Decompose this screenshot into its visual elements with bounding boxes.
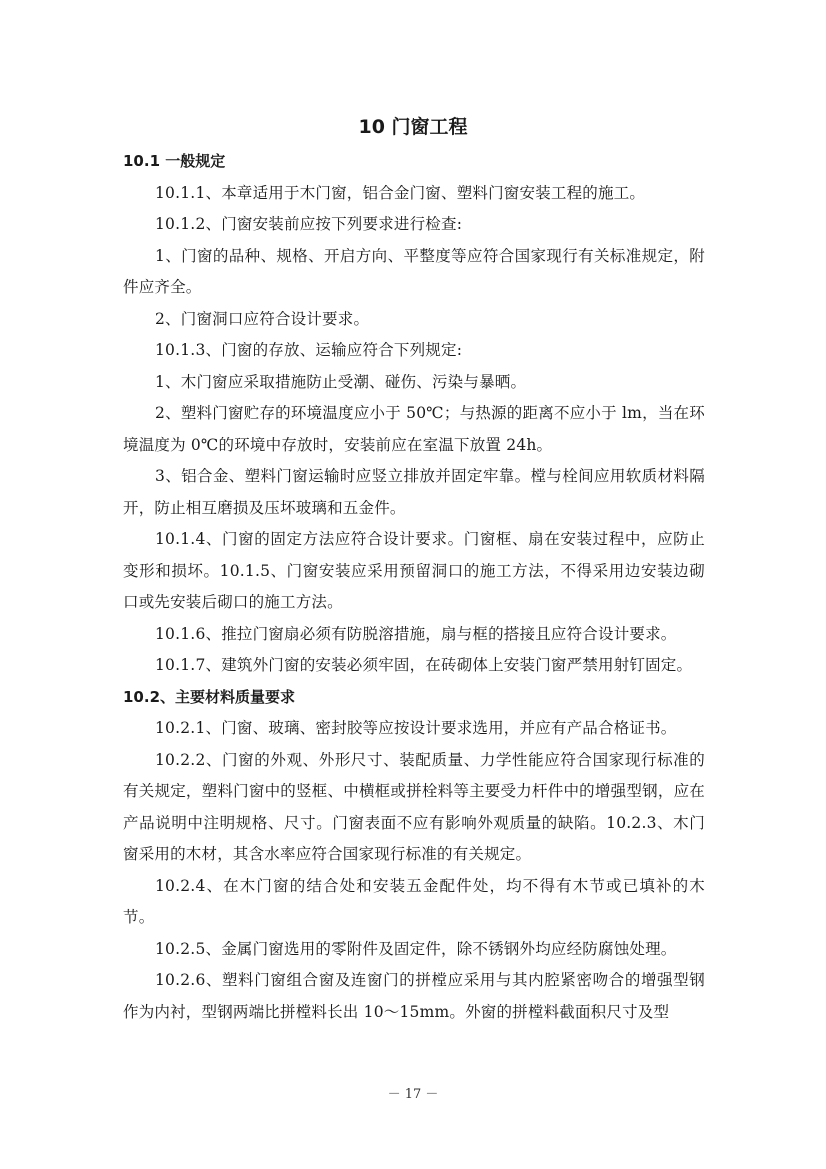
paragraph: 10.2.2、门窗的外观、外形尺寸、装配质量、力学性能应符合国家现行标准的有关规定，塑料门窗中的竖框、中横框或拼栓料等主要受力杆件中的增强型钢，应在产品说明中注明规格、尺寸。门窗表面不应有影响外观质量的缺陷。10.2.3、木门窗采用的木材，其含水率应符合国家现行标准的有关规定。 xyxy=(123,750,705,863)
page-number: － 17 － xyxy=(387,1087,439,1102)
paragraph: 2、塑料门窗贮存的环境温度应小于 50℃；与热源的距离不应小于 lm，当在环境温度为 0℃的环境中存放时，安装前应在室温下放置 24h。 xyxy=(123,404,705,454)
paragraph: 10.1.7、建筑外门窗的安装必须牢固，在砖砌体上安装门窗严禁用射钉固定。 xyxy=(155,656,693,674)
paragraph: 10.2.4、在木门窗的结合处和安装五金配件处，均不得有木节或已填补的木节。 xyxy=(123,876,705,926)
document-body xyxy=(123,146,705,1028)
section-heading: 10.1 一般规定 xyxy=(123,152,226,170)
paragraph: 10.2.6、塑料门窗组合窗及连窗门的拼樘应采用与其内腔紧密吻合的增强型钢作为内衬，型钢两端比拼樘料长出 10～15mm。外窗的拼樘料截面积尺寸及型 xyxy=(123,971,705,1021)
paragraph: 10.1.4、门窗的固定方法应符合设计要求。门窗框、扇在安装过程中，应防止变形和损坏。10.1.5、门窗安装应采用预留洞口的施工方法，不得采用边安装边砌口或先安装后砌口的施工方法。 xyxy=(123,530,705,611)
paragraph: 10.1.3、门窗的存放、运输应符合下列规定: xyxy=(155,341,463,359)
section-heading: 10.2、主要材料质量要求 xyxy=(123,687,296,706)
paragraph: 1、木门窗应采取措施防止受潮、碰伤、污染与暴晒。 xyxy=(155,372,527,391)
paragraph: 10.1.2、门窗安装前应按下列要求进行检查: xyxy=(155,215,463,233)
paragraph: 2、门窗洞口应符合设计要求。 xyxy=(155,309,370,328)
paragraph: 10.1.1、本章适用于木门窗，铝合金门窗、塑料门窗安装工程的施工。 xyxy=(155,183,646,202)
page-title: 10 门窗工程 xyxy=(358,116,468,138)
paragraph: 10.2.1、门窗、玻璃、密封胶等应按设计要求选用，并应有产品合格证书。 xyxy=(155,719,677,737)
paragraph: 1、门窗的品种、规格、开启方向、平整度等应符合国家现行有关标准规定，附件应齐全。 xyxy=(123,246,705,296)
paragraph: 3、铝合金、塑料门窗运输时应竖立排放并固定牢靠。樘与栓间应用软质材料隔开，防止相互磨损及压坏玻璃和五金件。 xyxy=(123,467,705,517)
paragraph: 10.1.6、推拉门窗扇必须有防脱溶措施，扇与框的搭接且应符合设计要求。 xyxy=(155,624,677,643)
paragraph: 10.2.5、金属门窗选用的零附件及固定件，除不锈钢外均应经防腐蚀处理。 xyxy=(155,939,677,958)
